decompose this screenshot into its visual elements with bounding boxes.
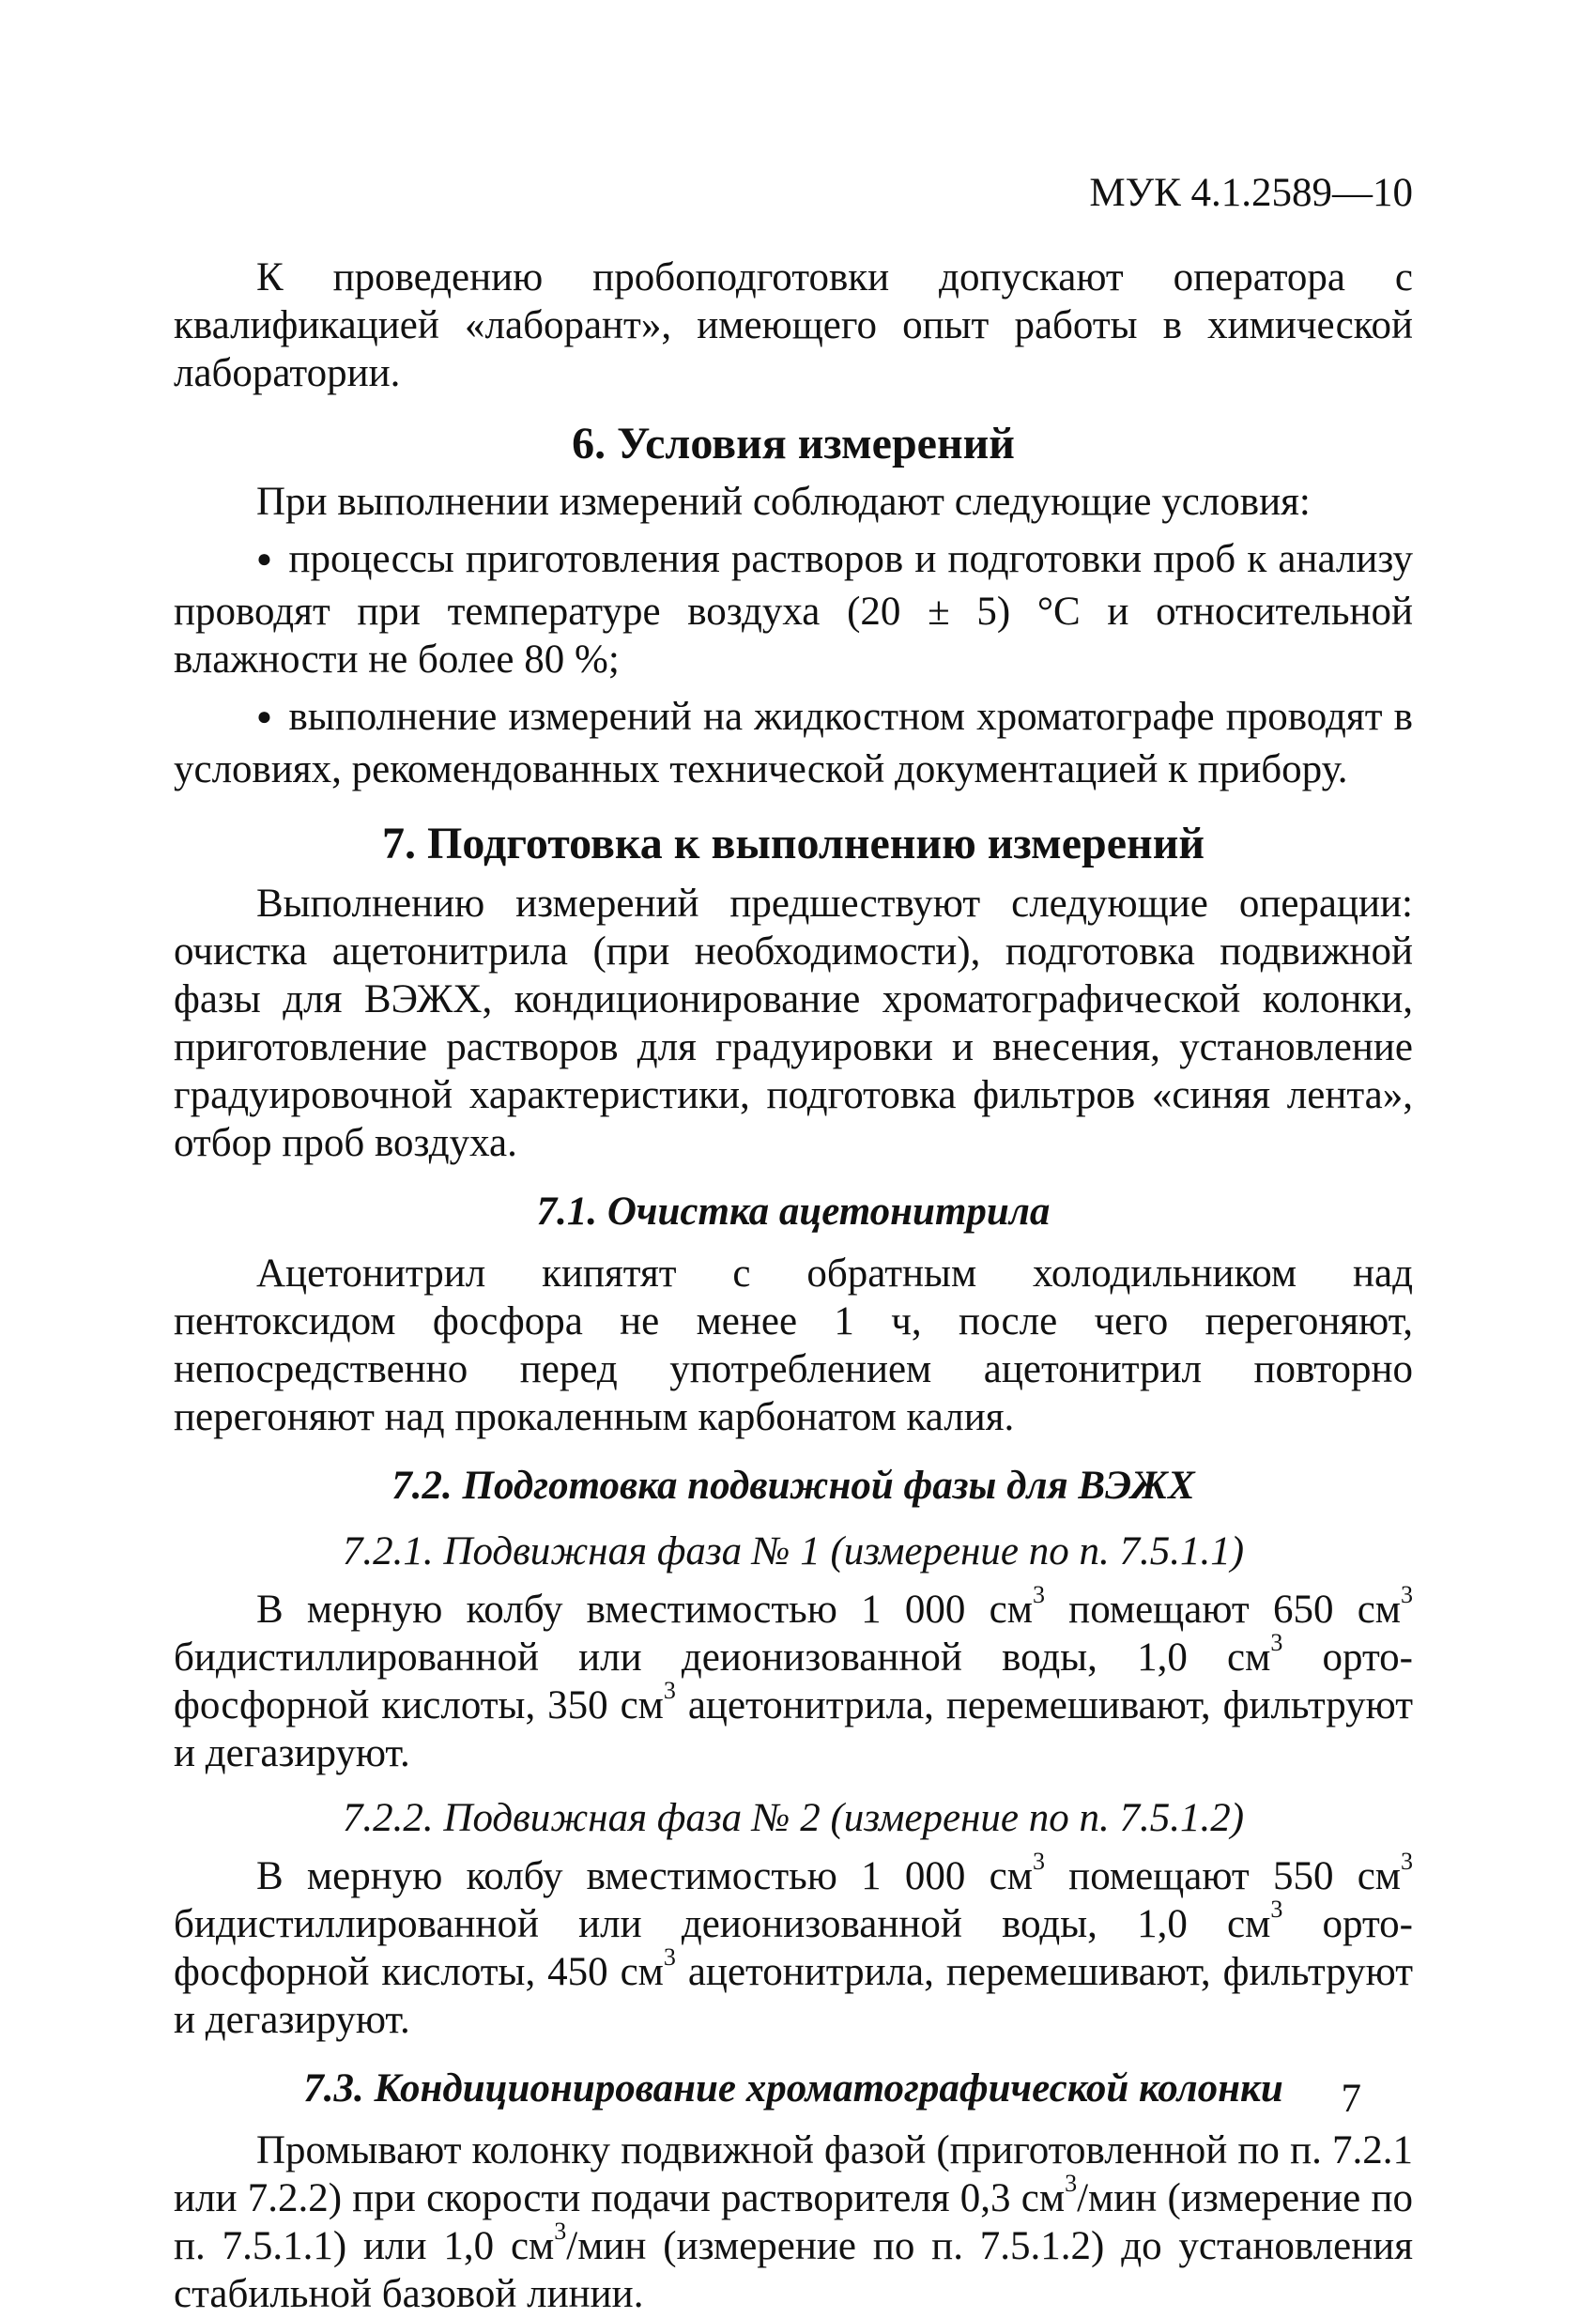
section-6-bullet-1 — [174, 535, 1413, 683]
text-part: бидистиллированной или деионизованной воды, 1,0 см — [174, 1635, 1271, 1680]
superscript: 3 — [1270, 1895, 1283, 1923]
document-page — [174, 0, 1414, 2316]
subsection-7-2-1-text — [174, 1580, 1413, 1777]
text-part: орто-фосфорной кислоты, 450 см — [174, 1902, 1413, 1994]
subsection-7-1-text: Ацетонитрил кипятят с обратным холодильником над пентоксидом фосфора не менее 1 ч, после чего перегоняют, непосредственно перед употреблением ацетонитрил повторно перегоняют над прокаленным карбонатом калия. — [174, 1251, 1413, 1439]
subsection-7-1-heading: 7.1. Очистка ацетонитрила — [536, 1190, 1051, 1234]
section-6-heading: 6. Условия измерений — [572, 419, 1015, 468]
section-6-bullet-2 — [174, 693, 1413, 793]
text-part: помещают 650 см — [1044, 1588, 1401, 1632]
superscript: 3 — [663, 1942, 676, 1971]
section-6-lead: При выполнении измерений соблюдают следующие условия: — [256, 480, 1311, 524]
text-part: ацетонитрила, перемешивают, фильтруют и дегазируют. — [174, 1683, 1413, 1775]
superscript: 3 — [1401, 1847, 1413, 1875]
section-7-lead: Выполнению измерений предшествуют следующие операции: очистка ацетонитрила (при необходимости), подготовка подвижной фазы для ВЭЖХ, кондиционирование хроматографической колонки, приготовление растворов для градуировки и внесения, установление градуировочной характеристики, подготовка фильтров «синяя лента», отбор проб воздуха. — [174, 882, 1413, 1165]
superscript: 3 — [663, 1676, 676, 1704]
superscript: 3 — [1270, 1628, 1283, 1656]
superscript: 3 — [1065, 2169, 1078, 2197]
subsection-7-2-2-heading: 7.2.2. Подвижная фаза № 2 (измерение по п. 7.5.1.2) — [342, 1796, 1245, 1840]
superscript: 3 — [1032, 1580, 1045, 1608]
document-code: МУК 4.1.2589—10 — [1089, 171, 1413, 215]
subsection-7-2-1-heading: 7.2.1. Подвижная фаза № 1 (измерение по п. 7.5.1.1) — [342, 1529, 1245, 1573]
text-part: орто-фосфорной кислоты, 350 см — [174, 1635, 1413, 1727]
bullet-2-text: выполнение измерений на жидкостном хроматографе проводят в условиях, рекомендованных технической документацией к прибору. — [174, 695, 1413, 791]
page-content — [174, 253, 1413, 2318]
text-part: помещают 550 см — [1044, 1854, 1401, 1898]
superscript: 3 — [1401, 1580, 1413, 1608]
text-part: /мин (измерение по п. 7.5.1.2) до установления стабильной базовой линии. — [174, 2224, 1414, 2316]
bullet-icon: ● — [256, 545, 274, 574]
subsection-7-3-text — [174, 2126, 1413, 2318]
text-part: В мерную колбу вместимостью 1 000 см — [256, 1854, 1033, 1898]
superscript: 3 — [1032, 1847, 1045, 1875]
text-part: бидистиллированной или деионизованной воды, 1,0 см — [174, 1902, 1271, 1946]
subsection-7-2-heading: 7.2. Подготовка подвижной фазы для ВЭЖХ — [391, 1464, 1195, 1508]
text-part: ацетонитрила, перемешивают, фильтруют и дегазируют. — [174, 1950, 1413, 2042]
section-7-heading: 7. Подготовка к выполнению измерений — [382, 819, 1205, 868]
page-number: 7 — [1341, 2077, 1361, 2121]
subsection-7-2-2-text — [174, 1847, 1413, 2044]
superscript: 3 — [554, 2217, 567, 2245]
subsection-7-3-heading: 7.3. Кондиционирование хроматографической колонки — [303, 2066, 1283, 2111]
intro-paragraph: К проведению пробоподготовки допускают оператора с квалификацией «лаборант», имеющего опыт работы в химической лаборатории. — [174, 255, 1413, 395]
text-part: /мин (измерение по п. 7.5.1.1) или 1,0 см — [174, 2176, 1413, 2268]
text-part: Промывают колонку подвижной фазой (приготовленной по п. 7.2.1 или 7.2.2) при скорости подачи растворителя 0,3 см — [174, 2128, 1413, 2220]
bullet-1-text: процессы приготовления растворов и подготовки проб к анализу проводят при температуре воздуха (20 ± 5) °С и относительной влажности не более 80 %; — [174, 537, 1413, 682]
text-part: В мерную колбу вместимостью 1 000 см — [256, 1588, 1033, 1632]
bullet-icon: ● — [256, 702, 274, 731]
